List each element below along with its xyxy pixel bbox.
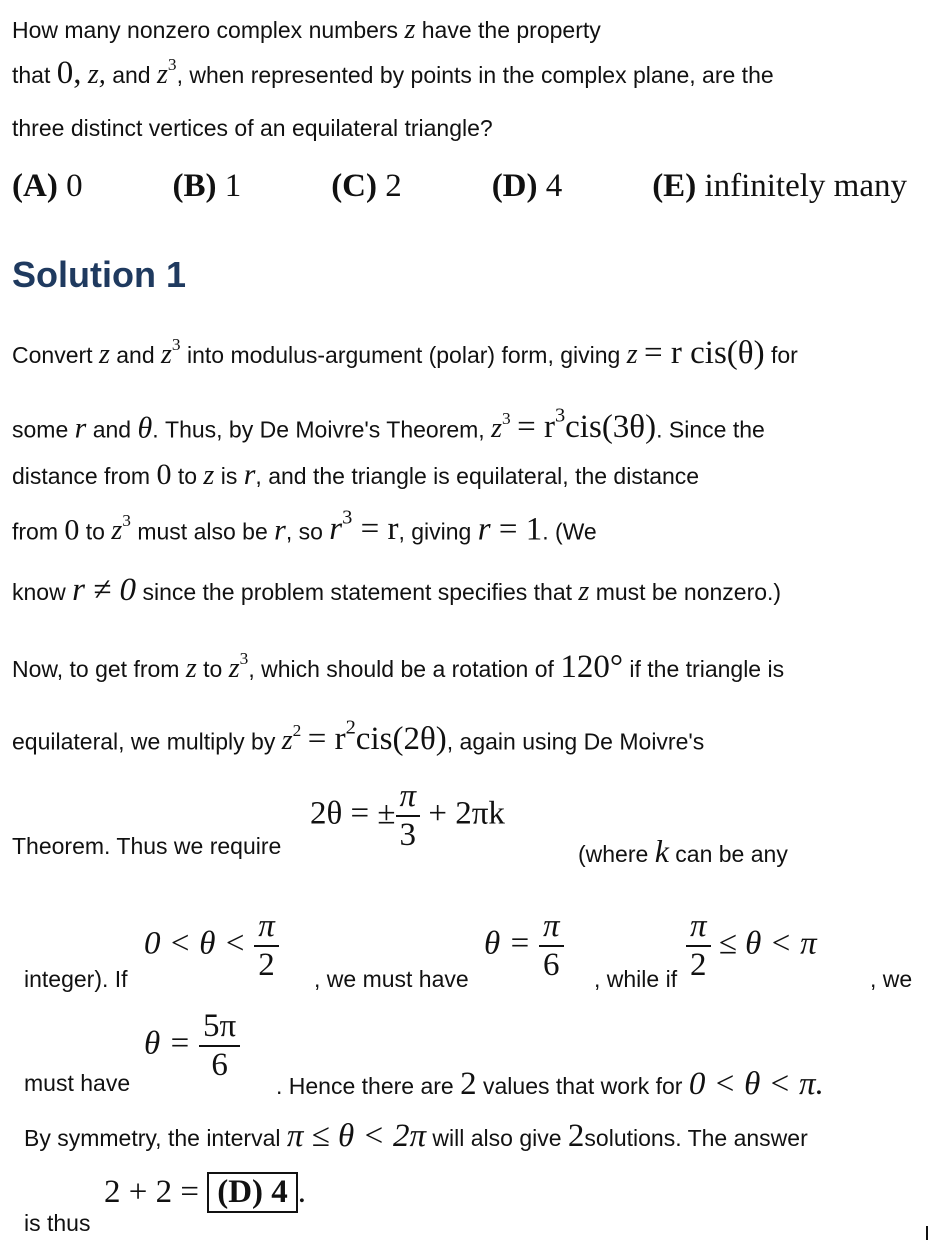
solution-line-4: from 0 to $z^3$ must also be r, so $r^3 = r$, giving r = 1. (We [12,507,597,548]
solution-line-1: Convert z and $z^3$ into modulus-argument (polar) form, giving z = r cis(θ) for [12,335,798,372]
solution-line-7: equilateral, we multiply by $z^2 = r^2cis(2\theta)$, again using De Moivre's [12,717,705,758]
boxed-answer: (D) 4 [207,1172,298,1213]
equation-2theta: 2θ = ± $\frac{\pi}{3}$ + 2πk [310,778,505,853]
solution-heading: Solution 1 [12,254,186,295]
problem-line-1: How many nonzero complex numbers z have the property [12,14,601,45]
choice-b: (B) 1 [172,168,242,204]
math-z: z [404,14,416,45]
solution-line-6: Now, to get from z to $z^3$, which should be a rotation of 120° if the triangle is [12,649,785,686]
problem-line-3: three distinct vertices of an equilateral triangle? [12,115,493,141]
solution-line-2: some r and θ. Thus, by De Moivre's Theorem, $z^3 = r^3cis(3\theta)$. Since the [12,405,765,446]
problem-line-2: that 0, z, and $z^3$, when represented by points in the complex plane, are the [12,55,774,92]
math-zero: 0, [56,55,82,92]
choice-d: (D) 4 [491,168,563,204]
solution-line-5: know r ≠ 0 since the problem statement specifies that z must be nonzero.) [12,572,782,608]
math-z-cubed: $z^3$ [156,55,177,91]
solution-line-11: By symmetry, the interval π ≤ θ < 2π will also give 2solutions. The answer [24,1118,808,1154]
solution-line-3: distance from 0 to z is r, and the triangle is equilateral, the distance [12,458,700,491]
text-cursor [926,1226,928,1240]
choice-a: (A) 0 [12,168,83,204]
math-z: z, [87,59,106,91]
choice-e: (E) infinitely many [652,168,907,204]
answer-choices [12,168,907,205]
choice-c: (C) 2 [331,168,402,204]
